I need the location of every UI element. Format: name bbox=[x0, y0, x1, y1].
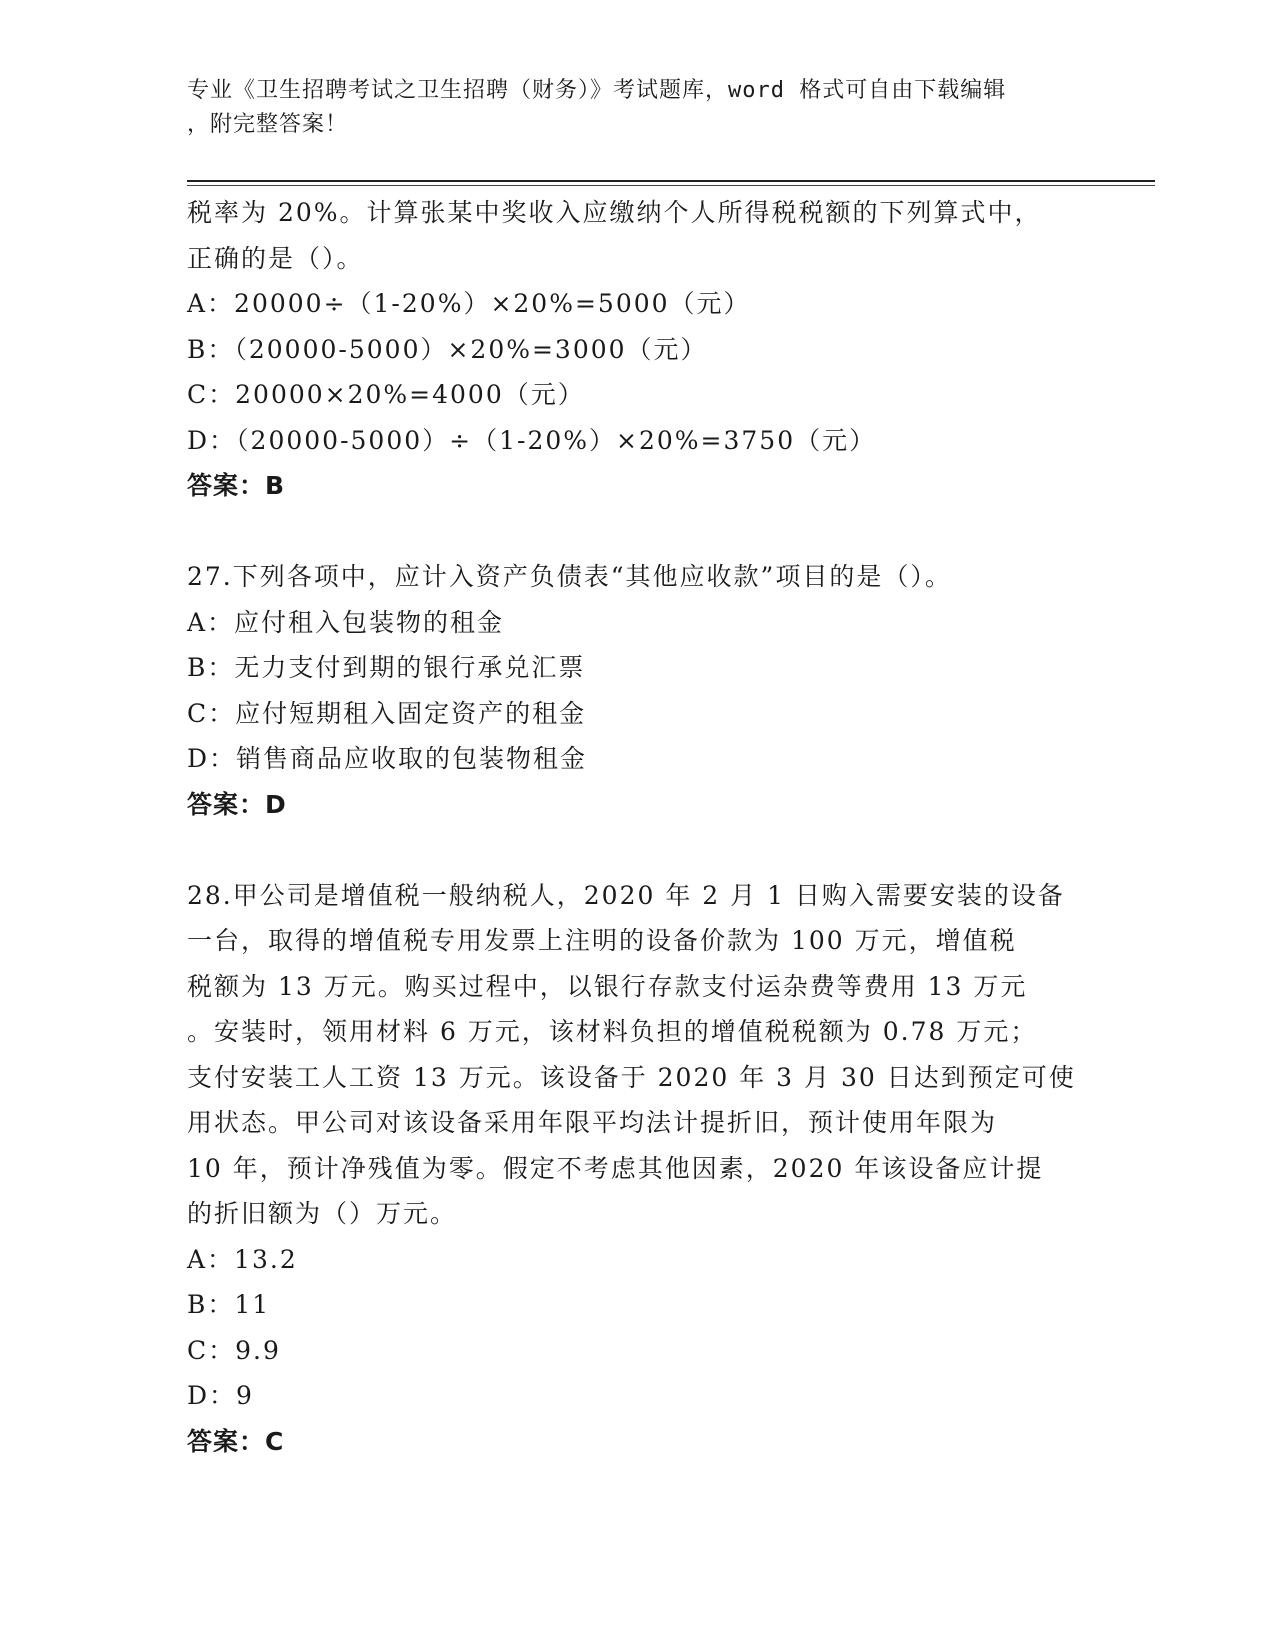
option-a: A：20000÷（1-20%）×20%=5000（元） bbox=[187, 289, 751, 318]
question-26 bbox=[187, 190, 1087, 509]
question-text-line: 税率为 20%。计算张某中奖收入应缴纳个人所得税税额的下列算式中， bbox=[187, 198, 1042, 227]
option-b: B：11 bbox=[187, 1290, 271, 1319]
question-text-line: 税额为 13 万元。购买过程中，以银行存款支付运杂费等费用 13 万元 bbox=[187, 971, 1028, 1001]
option-c: C：9.9 bbox=[187, 1335, 281, 1365]
question-text-line: 。安装时，领用材料 6 万元，该材料负担的增值税税额为 0.78 万元； bbox=[187, 1017, 1038, 1046]
answer-label: 答案：C bbox=[187, 1426, 285, 1456]
question-text-line: 一台，取得的增值税专用发票上注明的设备价款为 100 万元，增值税 bbox=[187, 926, 1017, 955]
document-body bbox=[187, 190, 1087, 1464]
option-d: D：9 bbox=[187, 1381, 254, 1410]
question-spacer bbox=[187, 509, 1087, 555]
option-b: B：无力支付到期的银行承兑汇票 bbox=[187, 653, 586, 682]
question-text-line: 27.下列各项中，应计入资产负债表“其他应收款”项目的是（）。 bbox=[187, 562, 952, 591]
question-spacer bbox=[187, 827, 1087, 873]
question-27 bbox=[187, 554, 1087, 827]
question-text-line: 支付安装工人工资 13 万元。该设备于 2020 年 3 月 30 日达到预定可使 bbox=[187, 1062, 1076, 1092]
option-a: A：应付租入包装物的租金 bbox=[187, 607, 505, 637]
question-text-line: 用状态。甲公司对该设备采用年限平均法计提折旧，预计使用年限为 bbox=[187, 1108, 998, 1137]
option-a: A：13.2 bbox=[187, 1244, 298, 1274]
option-d: D：销售商品应收取的包装物租金 bbox=[187, 744, 588, 773]
question-text-line: 10 年，预计净残值为零。假定不考虑其他因素，2020 年该设备应计提 bbox=[187, 1153, 1044, 1183]
question-text-line: 的折旧额为（）万元。 bbox=[187, 1199, 458, 1228]
option-c: C：20000×20%=4000（元） bbox=[187, 380, 585, 409]
option-b: B：（20000-5000）×20%=3000（元） bbox=[187, 334, 708, 364]
header-line-1: 专业《卫生招聘考试之卫生招聘（财务）》考试题库，word 格式可自由下载编辑 bbox=[187, 78, 1007, 103]
header-divider-thick bbox=[187, 180, 1155, 182]
document-header bbox=[187, 74, 1087, 142]
answer-label: 答案：D bbox=[187, 789, 287, 819]
question-text-line: 正确的是（）。 bbox=[187, 243, 364, 273]
question-28 bbox=[187, 873, 1087, 1465]
option-c: C：应付短期租入固定资产的租金 bbox=[187, 698, 587, 728]
header-divider-thin bbox=[187, 185, 1155, 186]
header-line-2: ，附完整答案！ bbox=[187, 112, 349, 137]
answer-label: 答案：B bbox=[187, 471, 286, 500]
question-text-line: 28.甲公司是增值税一般纳税人，2020 年 2 月 1 日购入需要安装的设备 bbox=[187, 880, 1065, 910]
option-d: D：（20000-5000）÷（1-20%）×20%=3750（元） bbox=[187, 425, 877, 455]
